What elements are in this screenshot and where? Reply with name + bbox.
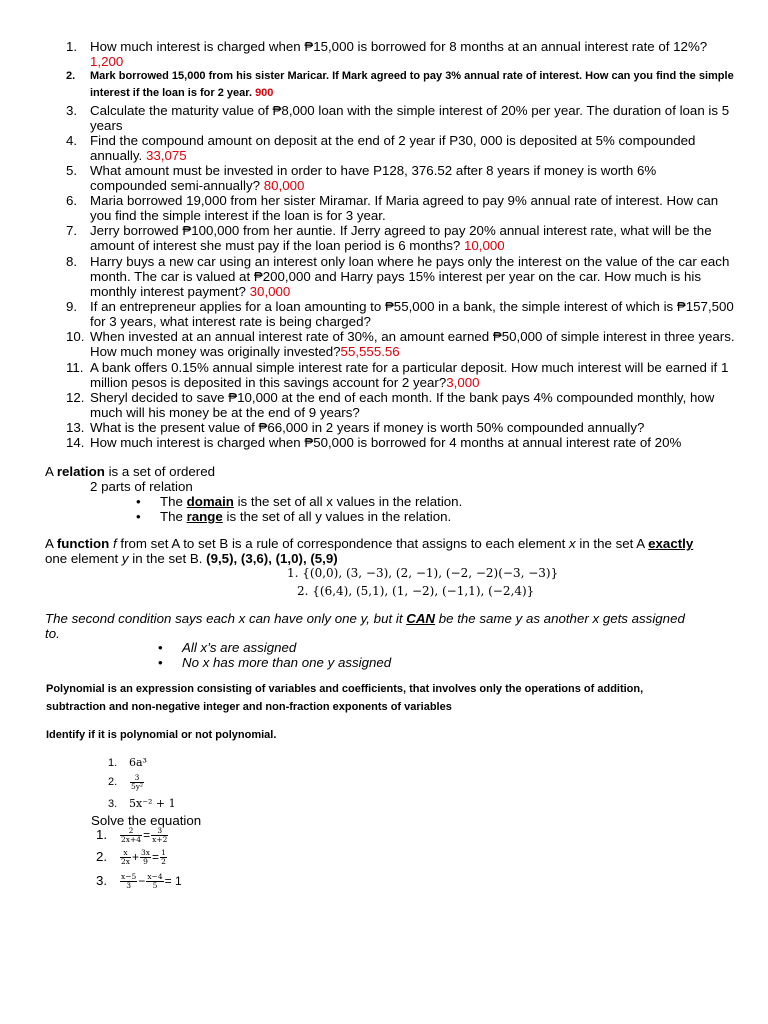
range-bullet: • The range is the set of all y values in the relation. <box>136 509 452 524</box>
question-text: Jerry borrowed ₱100,000 from her auntie. If Jerry agreed to pay 20% annual interest rate, what will be the amount of interest she must pay if the loan period is 6 months? <box>90 223 712 253</box>
set-1: 1. {(0,0), (3, −3), (2, −1), (−2, −2)(−3, −3)} <box>287 566 559 580</box>
question-number: 7. <box>66 223 78 238</box>
polynomial-item-2: 2. $\frac{3}{\text{5y²}}$ <box>108 772 144 791</box>
question-text: When invested at an annual interest rate of 30%, an amount earned ₱50,000 of simple interest in three years. How much money was originally invested? <box>90 329 735 359</box>
question-answer: 10,000 <box>464 238 505 253</box>
question-4 <box>66 133 736 163</box>
condition-bullet-2: • No x has more than one y assigned <box>158 655 392 670</box>
question-12 <box>66 390 736 420</box>
question-8 <box>66 254 736 299</box>
question-answer: 900 <box>255 87 274 99</box>
question-number: 3. <box>66 103 78 118</box>
question-3 <box>66 103 736 133</box>
question-text: Find the compound amount on deposit at the end of 2 year if P30, 000 is deposited at 5% compounded annually. <box>90 133 696 163</box>
polynomial-definition-line-1: Polynomial is an expression consisting of variables and coefficients, that involves only the operations of addition, <box>46 683 644 695</box>
question-text: A bank offers 0.15% annual simple interest rate for a particular deposit. How much interest will be earned if 1 million pesos is deposited in this savings account for 2 year? <box>90 360 729 390</box>
question-answer: 30,000 <box>249 284 291 299</box>
identify-instruction: Identify if it is polynomial or not polynomial. <box>46 729 277 741</box>
question-text: Maria borrowed 19,000 from her sister Miramar. If Maria agreed to pay 9% annual rate of interest. How can you find the simple interest if the loan is for 3 year. <box>90 193 719 223</box>
question-answer: 33,075 <box>145 148 187 163</box>
condition-text-end: to. <box>45 626 60 641</box>
question-text: What is the present value of ₱66,000 in 2 years if money is worth 50% compounded annually? <box>90 420 645 435</box>
equation-1: 1. $\frac{2}{2x+4}$ = $\frac{3}{x+2}$ <box>96 826 168 844</box>
bullet-icon: • <box>158 655 163 670</box>
question-number: 6. <box>66 193 78 208</box>
question-answer: 55,555.56 <box>340 344 400 359</box>
question-6 <box>66 193 736 223</box>
question-number: 8. <box>66 254 78 269</box>
question-number: 9. <box>66 299 78 314</box>
question-text: Calculate the maturity value of ₱8,000 loan with the simple interest of 20% per year. The duration of loan is 5 years <box>90 103 730 133</box>
question-text: Sheryl decided to save ₱10,000 at the end of each month. If the bank pays 4% compounded monthly, how much will his money be at the end of 9 years? <box>90 390 715 420</box>
domain-term: domain <box>186 494 234 509</box>
question-number: 14. <box>66 435 85 450</box>
question-11 <box>66 360 736 390</box>
polynomial-item-3: 3. 5x⁻² + 1 <box>108 797 176 810</box>
function-definition-line-2: one element y in the set B. (9,5), (3,6), (1,0), (5,9) <box>45 551 338 566</box>
relation-parts: 2 parts of relation <box>90 479 193 494</box>
question-text: Harry buys a new car using an interest only loan where he pays only the interest on the value of the car each month. The car is valued at ₱200,000 and Harry pays 15% interest per year on the car. How much is his monthly interest payment? <box>90 254 730 299</box>
polynomial-item-1: 1. 6a³ <box>108 756 147 769</box>
question-number: 1. <box>66 39 78 54</box>
range-term: range <box>186 509 223 524</box>
question-10 <box>66 329 736 359</box>
question-number: 5. <box>66 163 78 178</box>
question-number: 4. <box>66 133 78 148</box>
condition-text: The second condition says each x can have only one y, but it CAN be the same y as another x gets assigned <box>45 611 685 626</box>
condition-bullet-1: • All x’s are assigned <box>158 640 297 655</box>
question-14 <box>66 435 736 450</box>
question-number: 10. <box>66 329 85 344</box>
exactly-term: exactly <box>648 536 694 551</box>
question-9 <box>66 299 736 329</box>
equation-2: 2. $\frac{x}{2x}$ + $\frac{3x}{9}$ = $\frac{1}{2}$ <box>96 848 166 866</box>
bullet-icon: • <box>136 509 141 524</box>
function-pairs: (9,5), (3,6), (1,0), (5,9) <box>206 551 338 566</box>
relation-term: relation <box>56 464 105 479</box>
equation-3: 3. $\frac{x-5}{3}$ − $\frac{x-4}{5}$ = 1 <box>96 872 182 890</box>
solve-title: Solve the equation <box>91 813 202 828</box>
question-text: How much interest is charged when ₱15,000 is borrowed for 8 months at an annual interest rate of 12%? <box>90 39 708 54</box>
question-number: 11. <box>66 360 84 375</box>
polynomial-definition-line-2: subtraction and non-negative integer and non-fraction exponents of variables <box>46 701 452 713</box>
domain-bullet: • The domain is the set of all x values in the relation. <box>136 494 463 509</box>
question-number: 13. <box>66 420 85 435</box>
bullet-icon: • <box>136 494 141 509</box>
question-number: 2. <box>66 70 76 82</box>
question-2 <box>66 68 736 102</box>
question-answer: 3,000 <box>446 375 480 390</box>
question-answer: 80,000 <box>263 178 305 193</box>
function-term: function <box>56 536 110 551</box>
question-text: How much interest is charged when ₱50,000 is borrowed for 4 months at annual interest rate of 20% <box>90 435 682 450</box>
relation-definition: A relation is a set of ordered <box>45 464 216 479</box>
function-definition-line-1: A function f from set A to set B is a rule of correspondence that assigns to each element x in the set A exactly <box>45 536 694 551</box>
set-2: 2. {(6,4), (5,1), (1, −2), (−1,1), (−2,4)} <box>297 584 535 598</box>
question-text: If an entrepreneur applies for a loan amounting to ₱55,000 in a bank, the simple interest of which is ₱157,500 for 3 years, what interest rate is being charged? <box>90 299 734 329</box>
question-13 <box>66 420 736 435</box>
question-1 <box>66 39 736 69</box>
question-text: Mark borrowed 15,000 from his sister Maricar. If Mark agreed to pay 3% annual rate of interest. How can you find the simple interest if the loan is for 2 year. <box>90 70 734 99</box>
question-number: 12. <box>66 390 85 405</box>
can-term: CAN <box>406 611 436 626</box>
question-text: What amount must be invested in order to have P128, 376.52 after 8 years if money is worth 6% compounded semi-annually? <box>90 163 657 193</box>
question-5 <box>66 163 736 193</box>
question-answer: 1,200 <box>90 54 124 69</box>
bullet-icon: • <box>158 640 163 655</box>
question-7 <box>66 223 736 253</box>
